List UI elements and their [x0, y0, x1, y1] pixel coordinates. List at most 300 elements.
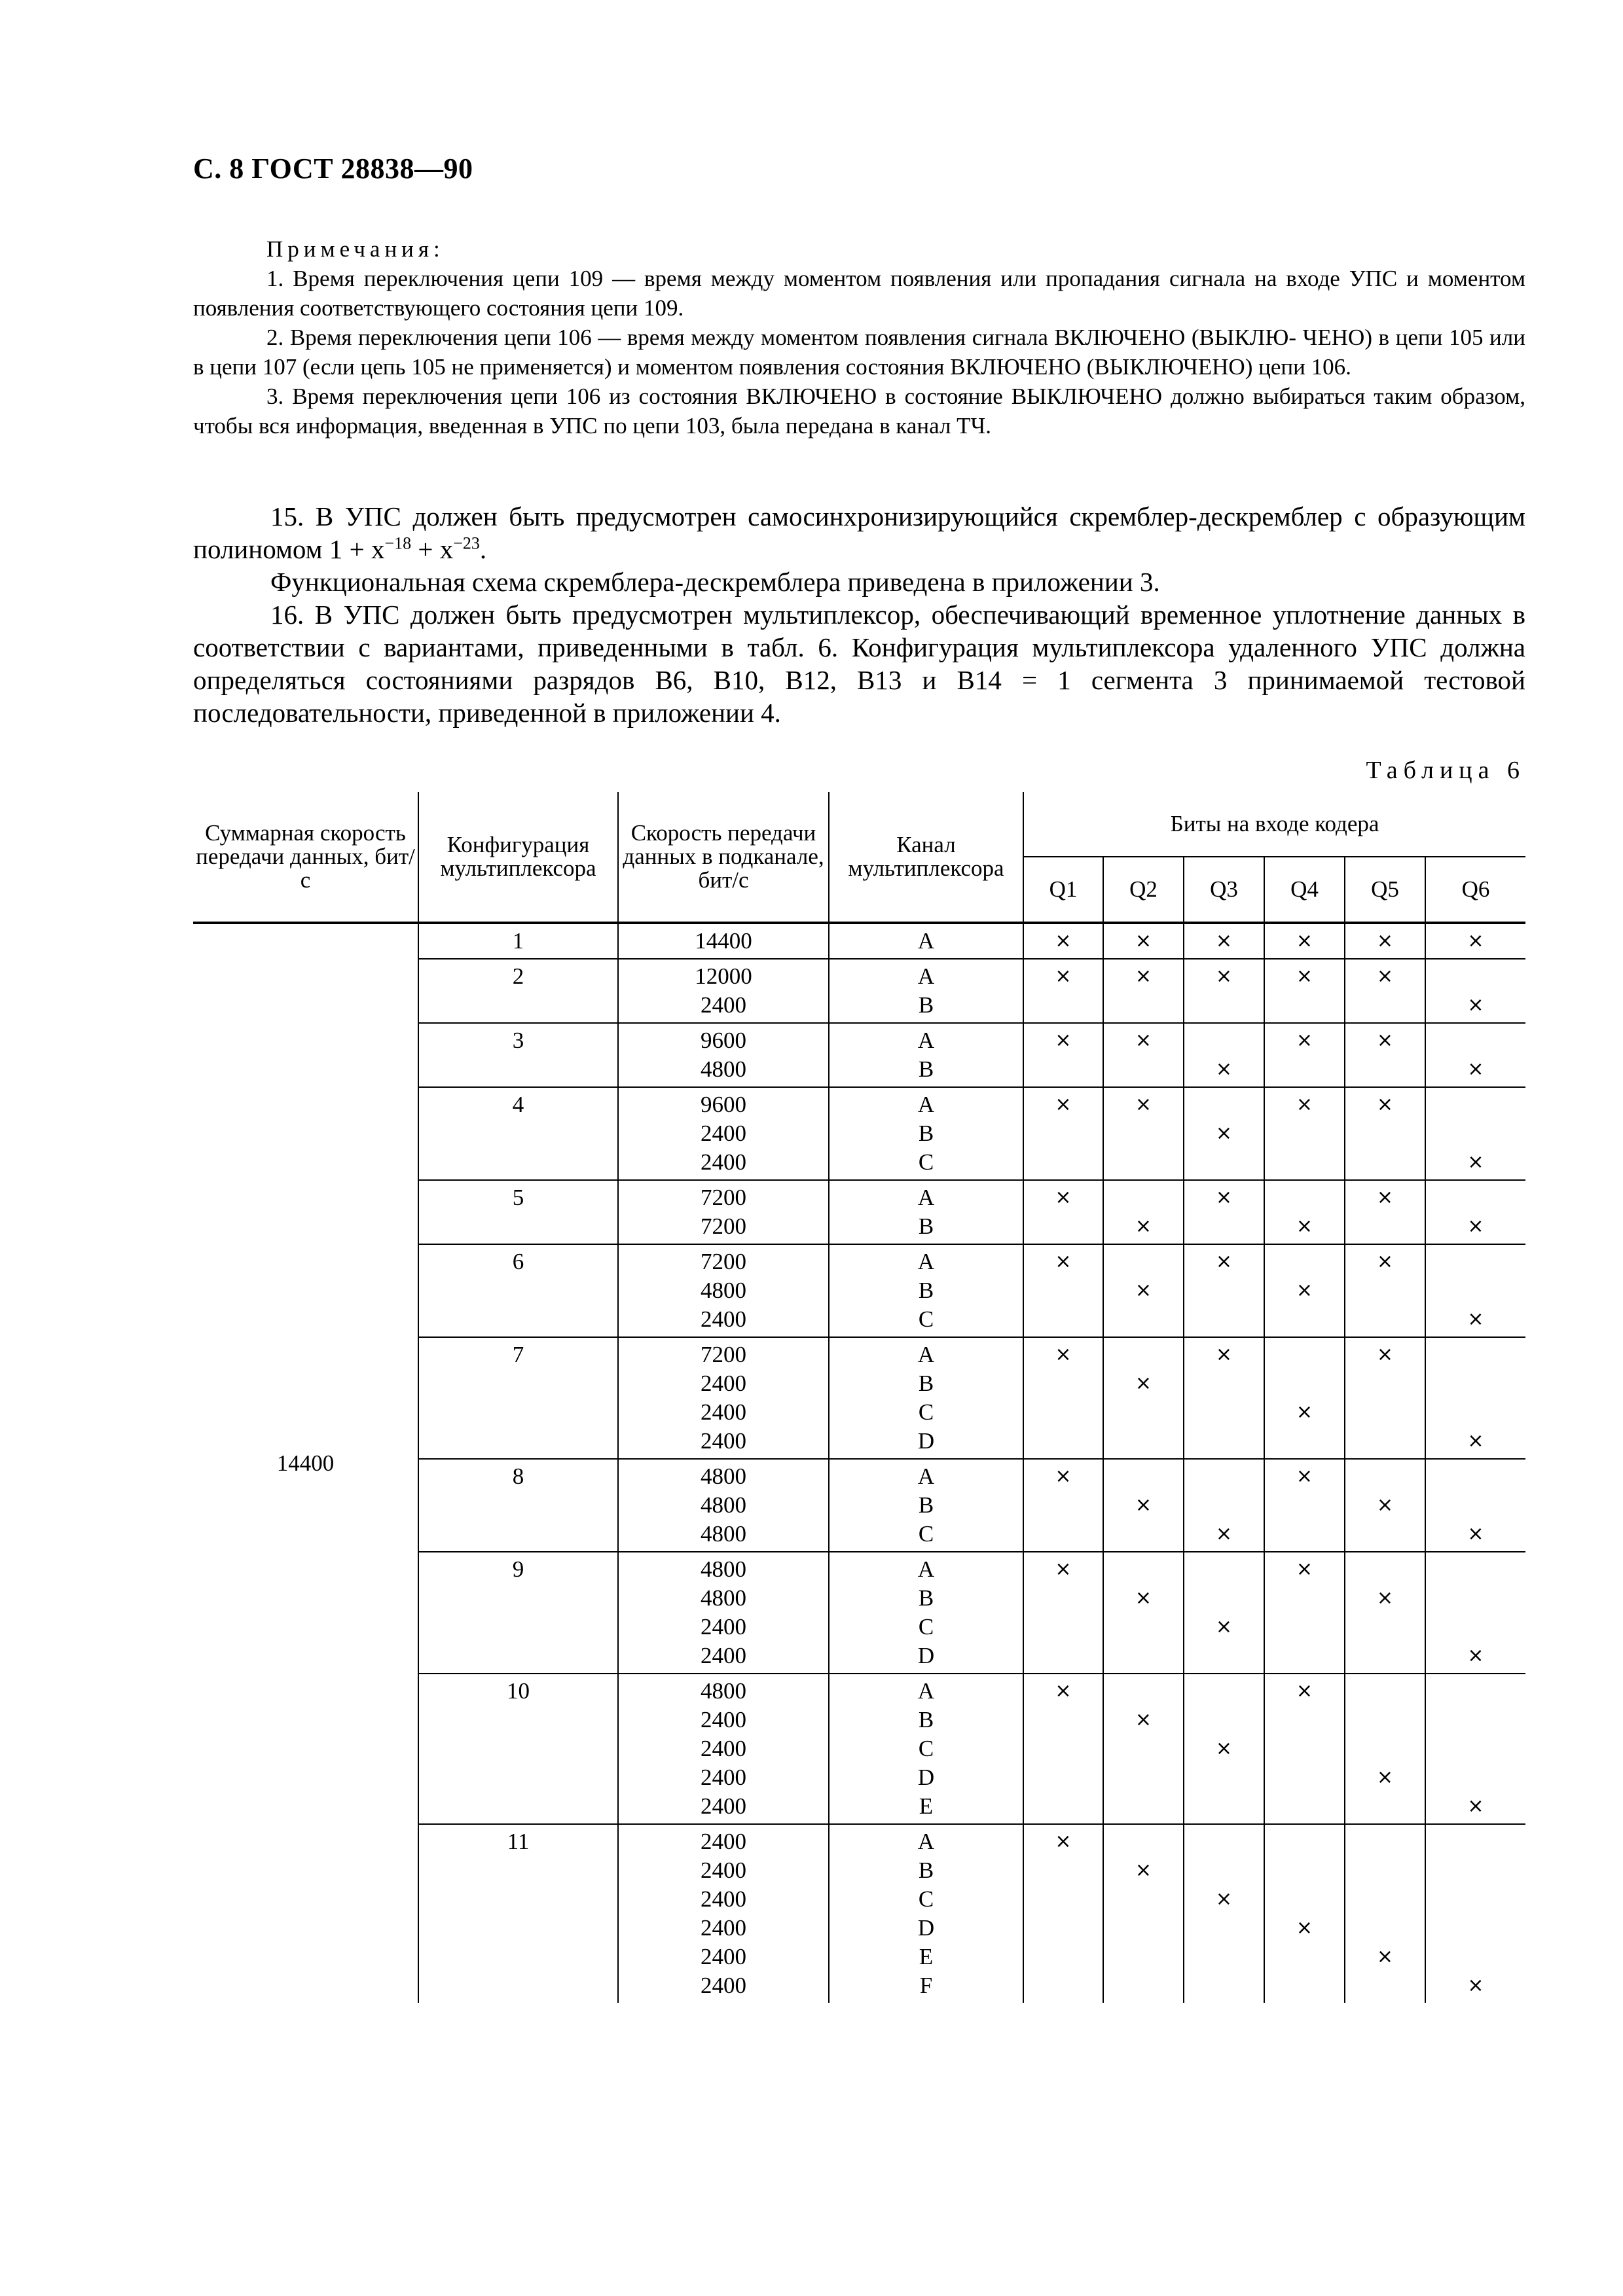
bit-mark: ×	[1215, 929, 1233, 952]
empty-slot	[1104, 1555, 1183, 1584]
empty-slot	[1426, 1943, 1525, 1971]
empty-slot	[1426, 1276, 1525, 1305]
bit-mark: ×	[1055, 1029, 1072, 1052]
empty-slot	[1184, 1792, 1264, 1821]
config-cell: 5	[418, 1180, 618, 1244]
empty-slot	[1265, 1706, 1344, 1734]
bit-mark: ×	[1467, 994, 1484, 1016]
bit-mark: ×	[1215, 1343, 1233, 1366]
channel-cell	[829, 1824, 1023, 2003]
bit-mark: ×	[1376, 929, 1394, 952]
bit-mark: ×	[1055, 1343, 1072, 1366]
q1-cell	[1023, 1337, 1103, 1459]
empty-slot	[1024, 1885, 1103, 1914]
empty-slot	[1184, 1026, 1264, 1055]
q1-cell	[1023, 1087, 1103, 1180]
config-cell: 2	[418, 959, 618, 1023]
q5-cell	[1345, 1824, 1425, 2003]
channel-value: E	[919, 1944, 934, 1969]
empty-slot	[1184, 1943, 1264, 1971]
q3-cell	[1184, 1244, 1264, 1337]
empty-slot	[1345, 1555, 1425, 1584]
empty-slot	[1184, 1827, 1264, 1856]
channel-value: B	[918, 1056, 934, 1082]
paragraph-15-note: Функциональная схема скремблера-дескремблера приведена в приложении 3.	[270, 567, 1160, 597]
empty-slot	[1184, 1763, 1264, 1792]
channel-value: A	[917, 928, 935, 954]
q4-cell	[1264, 1180, 1345, 1244]
empty-slot	[1184, 1276, 1264, 1305]
header-q6: Q6	[1425, 857, 1525, 923]
q6-cell	[1425, 1459, 1525, 1552]
empty-slot	[1104, 1734, 1183, 1763]
q6-cell	[1425, 959, 1525, 1023]
empty-slot	[1426, 1369, 1525, 1398]
channel-cell	[829, 1459, 1023, 1552]
empty-slot	[1426, 1398, 1525, 1427]
q2-cell	[1103, 1552, 1184, 1674]
empty-slot	[1265, 1584, 1344, 1613]
channel-value: A	[917, 963, 935, 989]
header-q5: Q5	[1345, 857, 1425, 923]
empty-slot	[1265, 1427, 1344, 1456]
bit-mark: ×	[1467, 929, 1484, 952]
bit-mark: ×	[1296, 1916, 1313, 1939]
bit-mark: ×	[1135, 1372, 1152, 1395]
speed-value: 2400	[701, 1765, 746, 1790]
q5-cell	[1345, 1180, 1425, 1244]
table-caption: Таблица 6	[1366, 757, 1525, 784]
q5-cell	[1345, 959, 1425, 1023]
empty-slot	[1104, 991, 1183, 1020]
header-q1: Q1	[1023, 857, 1103, 923]
channel-value: F	[919, 1973, 933, 1998]
q1-cell	[1023, 1244, 1103, 1337]
q5-cell	[1345, 1552, 1425, 1674]
empty-slot	[1104, 1792, 1183, 1821]
bit-mark: ×	[1055, 1186, 1072, 1209]
q3-cell	[1184, 1824, 1264, 2003]
speed-value: 2400	[701, 1399, 746, 1425]
speed-cell	[618, 1674, 829, 1824]
empty-slot	[1104, 1914, 1183, 1943]
speed-value: 4800	[701, 1585, 746, 1611]
q1-cell	[1023, 1023, 1103, 1087]
note-item: 2. Время переключения цепи 106 — время между моментом появления сигнала ВКЛЮЧЕНО (ВЫКЛЮ- ЧЕНО) в цепи 105 или в цепи 107 (если цепь 105 не применяется) и моментом появления состояния ВКЛЮЧЕНО (ВЫКЛЮЧЕНО) цепи 106.	[193, 325, 1525, 380]
channel-value: B	[918, 1857, 934, 1883]
speed-cell	[618, 959, 829, 1023]
channel-value: C	[918, 1399, 934, 1425]
empty-slot	[1345, 1641, 1425, 1670]
empty-slot	[1104, 1971, 1183, 2000]
q4-cell	[1264, 1459, 1345, 1552]
empty-slot	[1104, 1247, 1183, 1276]
speed-value: 2400	[701, 1736, 746, 1761]
speed-value: 4800	[701, 1521, 746, 1547]
empty-slot	[1184, 1398, 1264, 1427]
empty-slot	[1426, 1914, 1525, 1943]
speed-cell	[618, 1244, 829, 1337]
channel-value: A	[917, 1092, 935, 1117]
speed-value: 7200	[701, 1213, 746, 1239]
empty-slot	[1265, 1827, 1344, 1856]
empty-slot	[1024, 1584, 1103, 1613]
paragraph-16: 16. В УПС должен быть предусмотрен мультиплексор, обеспечивающий временное уплотнение данных в соответствии с вариантами, приведенными в табл. 6. Конфигурация мультиплексора удаленного УПС должна определяться состояниями разрядов В6, В10, В12, В13 и В14 = 1 сегмента 3 принимаемой тестовой последовательности, приведенной в приложении 4.	[193, 600, 1525, 728]
speed-value: 9600	[701, 1028, 746, 1053]
bit-mark: ×	[1467, 1644, 1484, 1667]
speed-cell	[618, 923, 829, 959]
bit-mark: ×	[1467, 1151, 1484, 1174]
q5-cell	[1345, 1459, 1425, 1552]
channel-value: B	[918, 1585, 934, 1611]
q5-cell	[1345, 1337, 1425, 1459]
speed-value: 4800	[701, 1556, 746, 1582]
empty-slot	[1104, 1340, 1183, 1369]
empty-slot	[1184, 1641, 1264, 1670]
header-sub-speed: Скорость передачи данных в подканале, бит/с	[618, 792, 829, 923]
channel-value: C	[918, 1521, 934, 1547]
empty-slot	[1345, 1827, 1425, 1856]
q5-cell	[1345, 923, 1425, 959]
bit-mark: ×	[1215, 1615, 1233, 1638]
empty-slot	[1426, 1090, 1525, 1119]
q1-cell	[1023, 1674, 1103, 1824]
speed-value: 2400	[701, 1149, 746, 1175]
empty-slot	[1104, 1119, 1183, 1148]
speed-value: 2400	[701, 1371, 746, 1396]
empty-slot	[1426, 1491, 1525, 1520]
header-total-speed: Суммарная скорость передачи данных, бит/с	[193, 792, 418, 923]
empty-slot	[1345, 1677, 1425, 1706]
speed-cell	[618, 1337, 829, 1459]
channel-value: B	[918, 992, 934, 1018]
bit-mark: ×	[1376, 1186, 1394, 1209]
bit-mark: ×	[1135, 1279, 1152, 1302]
empty-slot	[1104, 1943, 1183, 1971]
empty-slot	[1265, 1340, 1344, 1369]
speed-value: 2400	[701, 1428, 746, 1454]
channel-value: B	[918, 1278, 934, 1303]
bit-mark: ×	[1296, 1679, 1313, 1702]
empty-slot	[1345, 1520, 1425, 1549]
bit-mark: ×	[1135, 1093, 1152, 1116]
bit-mark: ×	[1296, 1465, 1313, 1488]
empty-slot	[1104, 1183, 1183, 1212]
empty-slot	[1024, 1706, 1103, 1734]
bit-mark: ×	[1215, 1058, 1233, 1081]
bit-mark: ×	[1296, 1558, 1313, 1581]
empty-slot	[1265, 1148, 1344, 1177]
channel-value: A	[917, 1185, 935, 1210]
empty-slot	[1426, 1584, 1525, 1613]
q1-cell	[1023, 1552, 1103, 1674]
bit-mark: ×	[1215, 1122, 1233, 1145]
bit-mark: ×	[1215, 1737, 1233, 1760]
empty-slot	[1265, 991, 1344, 1020]
q5-cell	[1345, 1023, 1425, 1087]
q4-cell	[1264, 1087, 1345, 1180]
q3-cell	[1184, 1337, 1264, 1459]
empty-slot	[1345, 1276, 1425, 1305]
q6-cell	[1425, 1337, 1525, 1459]
bit-mark: ×	[1135, 1859, 1152, 1882]
bit-mark: ×	[1296, 1029, 1313, 1052]
q3-cell	[1184, 1552, 1264, 1674]
empty-slot	[1265, 1305, 1344, 1334]
note-item: 1. Время переключения цепи 109 — время между моментом появления или пропадания сигнала на входе УПС и моментом появления соответствующего состояния цепи 109.	[193, 266, 1525, 321]
speed-value: 2400	[701, 1857, 746, 1883]
speed-value: 4800	[701, 1678, 746, 1704]
q2-cell	[1103, 1023, 1184, 1087]
bit-mark: ×	[1135, 929, 1152, 952]
empty-slot	[1345, 1148, 1425, 1177]
empty-slot	[1024, 1398, 1103, 1427]
speed-value: 2400	[701, 1829, 746, 1854]
channel-cell	[829, 1180, 1023, 1244]
q6-cell	[1425, 1087, 1525, 1180]
empty-slot	[1104, 1398, 1183, 1427]
q2-cell	[1103, 1674, 1184, 1824]
header-channel: Канал мультиплексора	[829, 792, 1023, 923]
channel-cell	[829, 1674, 1023, 1824]
q6-cell	[1425, 1023, 1525, 1087]
empty-slot	[1345, 1706, 1425, 1734]
empty-slot	[1104, 1885, 1183, 1914]
bit-mark: ×	[1215, 1888, 1233, 1910]
q4-cell	[1264, 1674, 1345, 1824]
empty-slot	[1104, 1827, 1183, 1856]
channel-cell	[829, 959, 1023, 1023]
empty-slot	[1024, 1792, 1103, 1821]
q1-cell	[1023, 1824, 1103, 2003]
speed-cell	[618, 1552, 829, 1674]
bit-mark: ×	[1467, 1974, 1484, 1997]
q4-cell	[1264, 923, 1345, 959]
empty-slot	[1024, 1491, 1103, 1520]
channel-cell	[829, 923, 1023, 959]
empty-slot	[1104, 1520, 1183, 1549]
speed-value: 2400	[701, 1306, 746, 1332]
speed-value: 2400	[701, 1707, 746, 1732]
bit-mark: ×	[1296, 1093, 1313, 1116]
q1-cell	[1023, 1459, 1103, 1552]
empty-slot	[1024, 1520, 1103, 1549]
speed-value: 2400	[701, 992, 746, 1018]
q2-cell	[1103, 1180, 1184, 1244]
empty-slot	[1265, 1119, 1344, 1148]
bit-mark: ×	[1376, 1494, 1394, 1516]
empty-slot	[1426, 1183, 1525, 1212]
q2-cell	[1103, 959, 1184, 1023]
empty-slot	[1426, 1026, 1525, 1055]
speed-value: 4800	[701, 1278, 746, 1303]
empty-slot	[1265, 1856, 1344, 1885]
bit-mark: ×	[1215, 965, 1233, 988]
empty-slot	[1184, 1462, 1264, 1491]
body-text	[193, 500, 1525, 729]
empty-slot	[1345, 1427, 1425, 1456]
empty-slot	[1426, 1706, 1525, 1734]
empty-slot	[1184, 1491, 1264, 1520]
empty-slot	[1184, 1856, 1264, 1885]
bit-mark: ×	[1467, 1522, 1484, 1545]
empty-slot	[1104, 1677, 1183, 1706]
empty-slot	[1184, 1427, 1264, 1456]
empty-slot	[1345, 1885, 1425, 1914]
empty-slot	[1265, 1641, 1344, 1670]
bit-mark: ×	[1215, 1250, 1233, 1273]
q6-cell	[1425, 1674, 1525, 1824]
channel-value: A	[917, 1556, 935, 1582]
channel-value: D	[917, 1765, 935, 1790]
config-cell: 4	[418, 1087, 618, 1180]
channel-value: E	[919, 1793, 934, 1819]
channel-value: C	[918, 1614, 934, 1640]
empty-slot	[1345, 1971, 1425, 2000]
channel-cell	[829, 1023, 1023, 1087]
empty-slot	[1265, 1763, 1344, 1792]
speed-value: 2400	[701, 1886, 746, 1912]
empty-slot	[1426, 1340, 1525, 1369]
q3-cell	[1184, 1087, 1264, 1180]
bit-mark: ×	[1135, 1494, 1152, 1516]
empty-slot	[1104, 1055, 1183, 1084]
empty-slot	[1024, 1613, 1103, 1641]
empty-slot	[1104, 1462, 1183, 1491]
channel-value: C	[918, 1306, 934, 1332]
table-6	[193, 792, 1525, 2003]
empty-slot	[1104, 1148, 1183, 1177]
channel-cell	[829, 1337, 1023, 1459]
bit-mark: ×	[1376, 1093, 1394, 1116]
bit-mark: ×	[1296, 1279, 1313, 1302]
channel-value: D	[917, 1915, 935, 1941]
bit-mark: ×	[1376, 1945, 1394, 1968]
empty-slot	[1426, 1119, 1525, 1148]
bit-mark: ×	[1055, 1250, 1072, 1273]
speed-cell	[618, 1459, 829, 1552]
q2-cell	[1103, 1459, 1184, 1552]
bit-mark: ×	[1135, 965, 1152, 988]
note-item: 3. Время переключения цепи 106 из состояния ВКЛЮЧЕНО в состояние ВЫКЛЮЧЕНО должно выбираться таким образом, чтобы вся информация, введенная в УПС по цепи 103, была передана в канал ТЧ.	[193, 384, 1525, 439]
empty-slot	[1345, 1398, 1425, 1427]
channel-value: D	[917, 1643, 935, 1668]
empty-slot	[1426, 962, 1525, 991]
empty-slot	[1426, 1462, 1525, 1491]
q2-cell	[1103, 1337, 1184, 1459]
speed-value: 9600	[701, 1092, 746, 1117]
speed-value: 2400	[701, 1121, 746, 1146]
empty-slot	[1104, 1763, 1183, 1792]
speed-cell	[618, 1824, 829, 2003]
bit-mark: ×	[1467, 1308, 1484, 1331]
channel-value: A	[917, 1678, 935, 1704]
channel-value: C	[918, 1149, 934, 1175]
empty-slot	[1265, 1613, 1344, 1641]
empty-slot	[1265, 1247, 1344, 1276]
empty-slot	[1265, 1971, 1344, 2000]
speed-cell	[618, 1023, 829, 1087]
empty-slot	[1024, 1119, 1103, 1148]
channel-value: A	[917, 1028, 935, 1053]
speed-value: 2400	[701, 1915, 746, 1941]
q6-cell	[1425, 1824, 1525, 2003]
empty-slot	[1024, 1055, 1103, 1084]
table-body	[193, 923, 1525, 2003]
empty-slot	[1265, 1491, 1344, 1520]
q3-cell	[1184, 1459, 1264, 1552]
notes-block	[193, 234, 1525, 440]
page-header: С. 8 ГОСТ 28838—90	[193, 152, 473, 185]
empty-slot	[1426, 1247, 1525, 1276]
config-cell: 1	[418, 923, 618, 959]
bit-mark: ×	[1135, 1029, 1152, 1052]
empty-slot	[1104, 1613, 1183, 1641]
empty-slot	[1426, 1827, 1525, 1856]
q1-cell	[1023, 923, 1103, 959]
channel-cell	[829, 1552, 1023, 1674]
empty-slot	[1104, 1427, 1183, 1456]
channel-value: B	[918, 1121, 934, 1146]
q2-cell	[1103, 923, 1184, 959]
empty-slot	[1024, 1305, 1103, 1334]
empty-slot	[1184, 1090, 1264, 1119]
channel-value: A	[917, 1342, 935, 1367]
q4-cell	[1264, 1244, 1345, 1337]
bit-mark: ×	[1135, 1587, 1152, 1609]
q3-cell	[1184, 923, 1264, 959]
empty-slot	[1024, 1763, 1103, 1792]
q6-cell	[1425, 1244, 1525, 1337]
empty-slot	[1345, 1462, 1425, 1491]
empty-slot	[1426, 1613, 1525, 1641]
speed-value: 4800	[701, 1463, 746, 1489]
speed-value: 2400	[701, 1944, 746, 1969]
speed-value: 4800	[701, 1056, 746, 1082]
empty-slot	[1024, 1641, 1103, 1670]
bit-mark: ×	[1296, 1215, 1313, 1238]
bit-mark: ×	[1467, 1215, 1484, 1238]
q6-cell	[1425, 1552, 1525, 1674]
q5-cell	[1345, 1674, 1425, 1824]
bit-mark: ×	[1467, 1058, 1484, 1081]
empty-slot	[1345, 1856, 1425, 1885]
empty-slot	[1345, 1792, 1425, 1821]
empty-slot	[1024, 1427, 1103, 1456]
config-cell: 9	[418, 1552, 618, 1674]
empty-slot	[1345, 1055, 1425, 1084]
empty-slot	[1345, 991, 1425, 1020]
speed-cell	[618, 1087, 829, 1180]
channel-value: C	[918, 1736, 934, 1761]
empty-slot	[1265, 1183, 1344, 1212]
config-cell: 11	[418, 1824, 618, 2003]
q3-cell	[1184, 1023, 1264, 1087]
bit-mark: ×	[1055, 965, 1072, 988]
empty-slot	[1184, 1148, 1264, 1177]
q1-cell	[1023, 959, 1103, 1023]
channel-value: B	[918, 1371, 934, 1396]
header-config: Конфигурация мультиплексора	[418, 792, 618, 923]
q2-cell	[1103, 1244, 1184, 1337]
speed-value: 2400	[701, 1643, 746, 1668]
empty-slot	[1184, 1971, 1264, 2000]
notes-title: Примечания:	[266, 236, 445, 262]
q4-cell	[1264, 1023, 1345, 1087]
empty-slot	[1184, 1914, 1264, 1943]
empty-slot	[1184, 1369, 1264, 1398]
empty-slot	[1184, 1584, 1264, 1613]
